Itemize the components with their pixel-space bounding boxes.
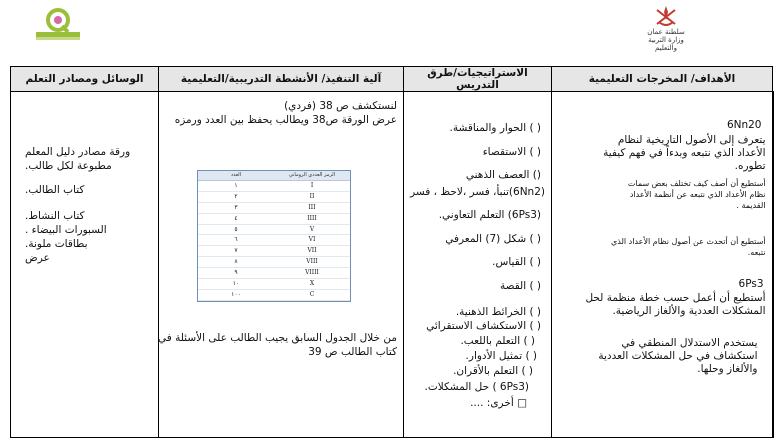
roman-symbol: VIIII (305, 269, 319, 277)
ministry-caption-1: سلطنة عمان (647, 28, 685, 36)
outcomes-cell (552, 92, 773, 438)
roman-symbol: X (309, 280, 315, 288)
roman-symbol: VI (308, 236, 316, 244)
roman-table-header (198, 171, 350, 181)
roman-table-row (198, 235, 350, 246)
activities-cell (159, 92, 404, 438)
outcome-code-1: 6Nn20 (726, 119, 762, 131)
strategy-item: ( ) الاستكشاف الاستقرائي (426, 320, 541, 332)
roman-table-row (198, 290, 350, 301)
strategy-item: ( ) شكل (7) المعرفي (445, 233, 541, 245)
resource-item: عرض (25, 252, 50, 264)
outcome-small-2a: أستطيع أن أتحدث عن أصول نظام الأعداد الذي (611, 237, 766, 246)
roman-table-row (198, 257, 350, 268)
activity-line-4: كتاب الطالب ص 39 (308, 346, 397, 358)
roman-number: ١ (234, 182, 238, 189)
outcome-text-1b: الأعداد الذي نتبعه وبدءاً في فهم كيفية (603, 147, 766, 159)
roman-table-row (198, 181, 350, 192)
outcome-code-2: 6Ps3 (738, 278, 764, 290)
outcome-small-1a: أستطيع أن أصف كيف تختلف بعض سمات (627, 179, 766, 188)
roman-symbol: II (309, 192, 315, 200)
roman-table-row (198, 225, 350, 236)
roman-header-number: العدد (230, 172, 242, 178)
outcome-small-2b: نتبعه. (747, 248, 766, 257)
outcome-text-2b: المشكلات العددية والألغاز الرياضية. (612, 305, 766, 317)
outcome-small-1b: نظام الأعداد الذي نتبعه عن أنظمة الأعداد (629, 190, 766, 199)
strategy-item: (6Ps3 ) حل المشكلات. (424, 381, 529, 393)
strategy-item: (6Nn2)تنبأ، فسر ،لاحظ ، فسر (410, 186, 545, 198)
roman-number: ٤ (234, 214, 238, 222)
resource-item: بطاقات ملونة. (25, 238, 88, 250)
strategy-item: ( ) الحوار والمناقشة. (449, 122, 541, 134)
resource-item: كتاب الطالب. (25, 184, 85, 196)
activity-line-3: من خلال الجدول السابق يجيب الطالب على الأسئلة في (157, 332, 397, 344)
roman-symbol: VIII (306, 258, 318, 266)
header-resources: الوسائل ومصادر التعلم (11, 67, 159, 92)
roman-numerals-table (197, 170, 351, 302)
resource-item: كتاب النشاط. (25, 210, 85, 222)
roman-table-row (198, 268, 350, 279)
resource-item: ورقة مصادر دليل المعلم (25, 146, 131, 158)
resources-cell (11, 92, 159, 438)
strategy-item: () العصف الذهني (465, 169, 541, 181)
outcome-text-3c: والألغاز وحلها. (697, 363, 758, 375)
ministry-logo (638, 4, 694, 54)
roman-symbol: IIII (307, 214, 317, 222)
outcome-text-1a: يتعرف إلى الأصول التاريخية لنظام (617, 134, 766, 146)
roman-number: ٩ (234, 269, 238, 277)
strategy-item: ( ) تمثيل الأدوار. (465, 350, 537, 362)
strategy-item: ( ) التعلم باللعب. (460, 335, 535, 347)
roman-symbol: V (309, 225, 315, 233)
roman-table-row (198, 214, 350, 225)
roman-symbol: I (310, 182, 314, 189)
roman-table-row (198, 203, 350, 214)
outcome-text-2a: أستطيع أن أعمل حسب خطة منظمة لحل (585, 292, 766, 304)
roman-table-row (198, 246, 350, 257)
roman-number: ٢ (234, 192, 238, 200)
outcome-text-1c: تطوره. (734, 160, 766, 172)
strategy-item: ( ) الاستقصاء (482, 146, 541, 158)
strategy-item: ( ) الخرائط الذهنية. (455, 306, 541, 318)
roman-number: ١٠ (232, 280, 240, 288)
roman-number: ١٠٠ (231, 290, 241, 298)
strategy-item: ( ) التعلم بالأقران. (453, 365, 533, 377)
roman-number: ٧ (234, 247, 238, 255)
roman-symbol: VII (307, 247, 317, 255)
outcome-small-1c: القديمة . (736, 201, 766, 210)
roman-number: ٣ (234, 203, 238, 211)
roman-symbol: C (309, 290, 315, 298)
activity-line-1: لنستكشف ص 38 (فردي) (284, 100, 397, 112)
roman-number: ٨ (234, 258, 238, 266)
header-strategies: الاستراتيجيات/طرق التدريس (404, 67, 552, 92)
header-outcomes: الأهداف/ المخرجات التعليمية (552, 67, 773, 92)
header-row (11, 67, 773, 92)
lesson-plan-table (10, 66, 774, 438)
content-row (11, 92, 773, 438)
activity-line-2: عرض الورقة ص38 ويطالب يحفظ بين العدد ورمزه (174, 114, 397, 126)
roman-table-row (198, 192, 350, 203)
roman-table-row (198, 279, 350, 290)
strategies-cell (404, 92, 552, 438)
roman-symbol: III (308, 203, 316, 211)
outcome-text-3b: استكشاف في حل المشكلات العددية (598, 350, 758, 362)
strategy-item: ( ) القصة (499, 280, 541, 292)
roman-number: ٦ (234, 236, 238, 244)
header-activities: آلية التنفيذ/ الأنشطة التدريبية/التعليمية (159, 67, 404, 92)
outcome-text-3a: يستخدم الاستدلال المنطقي في (621, 337, 758, 349)
resource-item: مطبوعة لكل طالب. (25, 160, 112, 172)
school-logo (34, 6, 82, 42)
roman-number: ٥ (234, 225, 238, 233)
strategy-item: ( ) القياس. (492, 256, 541, 268)
resource-item: السبورات البيضاء . (25, 224, 107, 236)
strategy-item: (6Ps3) التعلم التعاوني. (438, 209, 541, 221)
emblem-icon (653, 4, 679, 28)
ministry-caption-2: وزارة التربية والتعليم (648, 36, 684, 52)
roman-header-symbol: الرمز العددي الروماني (288, 172, 336, 178)
strategy-item: □ أخرى: .... (470, 397, 527, 409)
